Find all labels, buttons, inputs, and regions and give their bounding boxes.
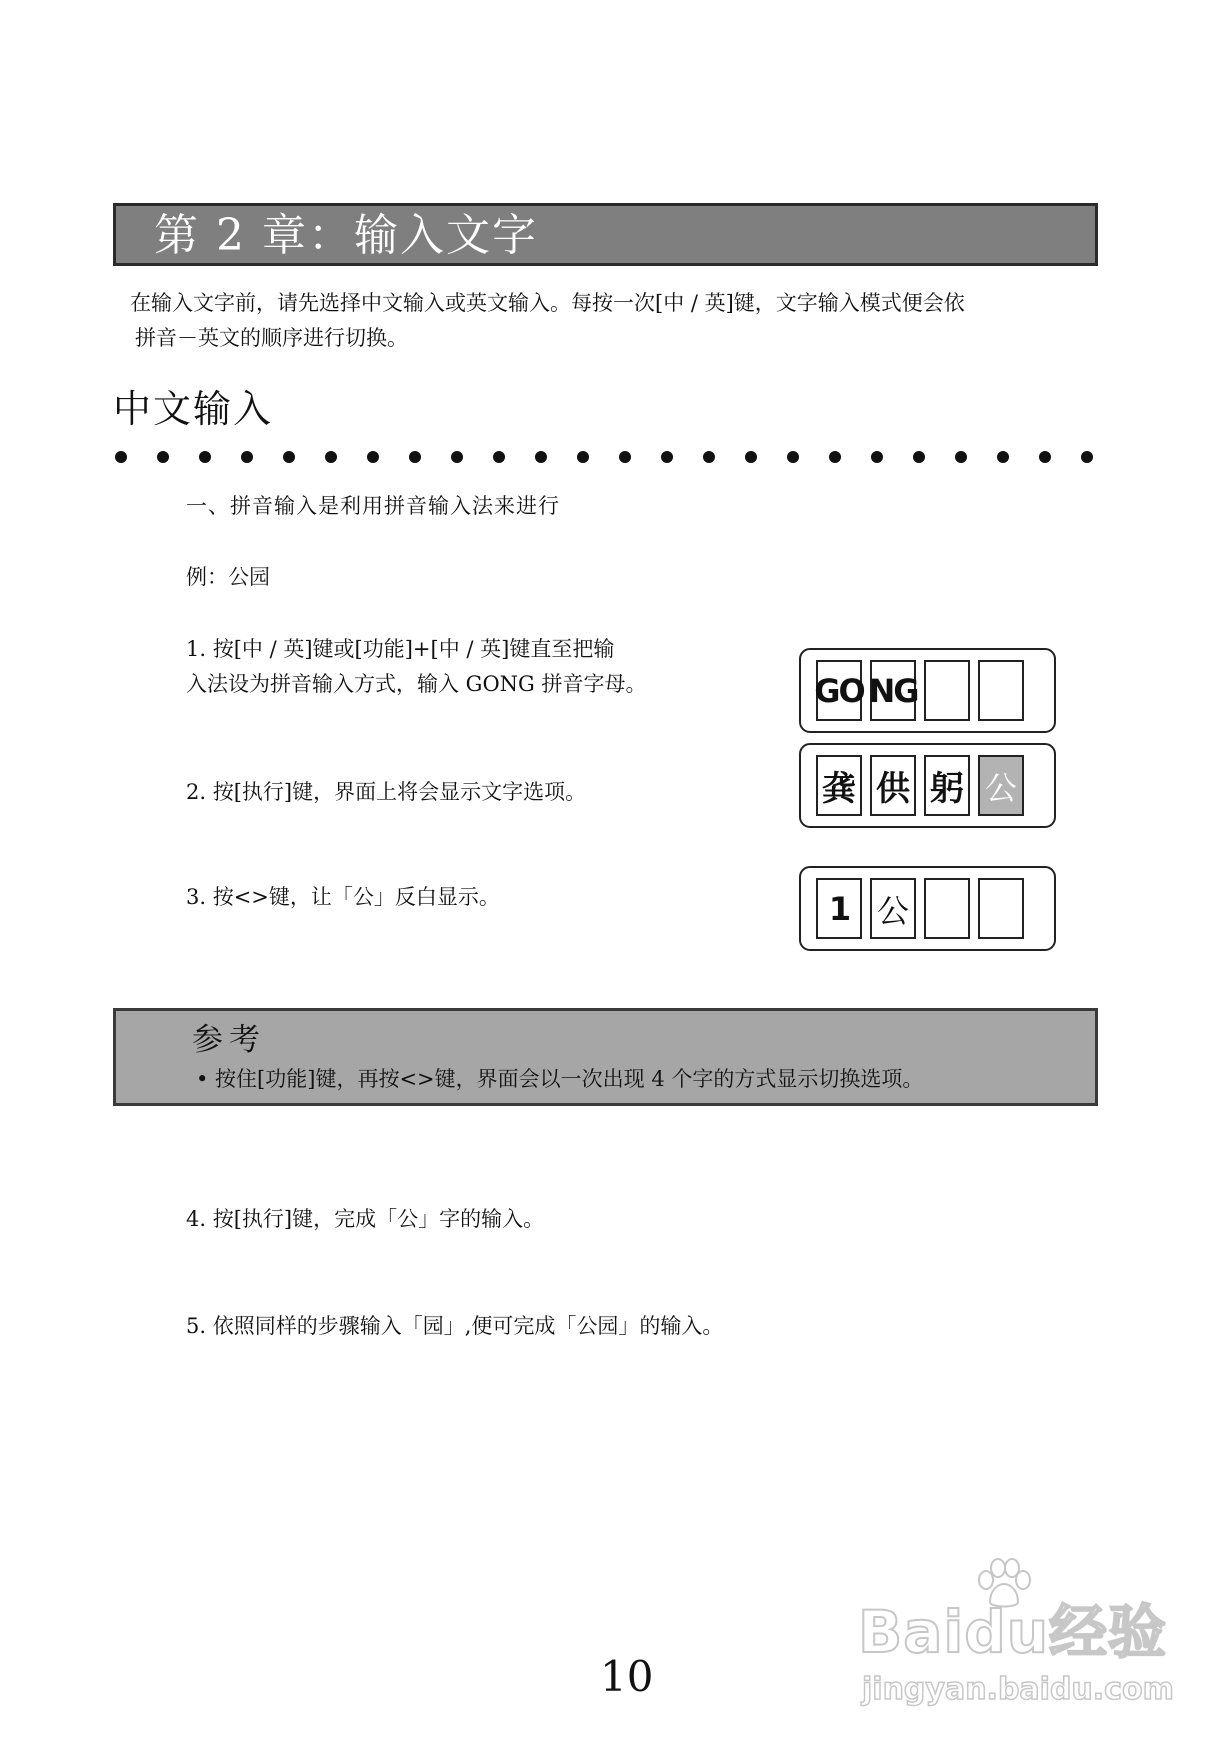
- lcd-cell: 躬: [924, 755, 970, 816]
- lcd-cell-empty: [978, 660, 1024, 721]
- lcd-cell: 1: [816, 878, 862, 939]
- lcd-cell-highlighted: 公: [978, 755, 1024, 816]
- step-5: 5. 依照同样的步骤输入「园」,便可完成「公园」的输入。: [186, 1314, 724, 1338]
- lcd-cell-empty: [924, 878, 970, 939]
- chapter-banner: [113, 203, 1098, 266]
- note-text: • 按住[功能]键，再按<>键，界面会以一次出现 4 个字的方式显示切换选项。: [196, 1067, 924, 1091]
- page-number: 10: [600, 1652, 654, 1701]
- method-text: 一、拼音输入是利用拼音输入法来进行: [186, 494, 560, 518]
- lcd-cell-empty: [978, 878, 1024, 939]
- lcd-display-3: [799, 866, 1056, 951]
- lcd-display-2: [799, 743, 1056, 828]
- note-title: 参考: [192, 1022, 266, 1058]
- intro-line-2: 拼音－英文的顺序进行切换。: [135, 326, 408, 350]
- divider-dot: [1039, 451, 1051, 463]
- lcd-cell: GO: [816, 660, 862, 721]
- divider-dot: [409, 451, 421, 463]
- divider-dot: [493, 451, 505, 463]
- divider-dot: [997, 451, 1009, 463]
- lcd-cell: NG: [870, 660, 916, 721]
- divider-dot: [619, 451, 631, 463]
- divider-dot: [1081, 451, 1093, 463]
- chapter-title: 第 2 章：输入文字: [154, 210, 538, 261]
- baidu-watermark: [858, 1558, 1174, 1728]
- step-1: [186, 632, 647, 702]
- divider-dot: [871, 451, 883, 463]
- dot-divider: [115, 450, 1093, 464]
- watermark-brand: Baidu经验: [858, 1598, 1168, 1666]
- step-1-line-2: 入法设为拼音输入方式，输入 GONG 拼音字母。: [186, 672, 647, 696]
- divider-dot: [367, 451, 379, 463]
- divider-dot: [703, 451, 715, 463]
- divider-dot: [913, 451, 925, 463]
- divider-dot: [241, 451, 253, 463]
- divider-dot: [451, 451, 463, 463]
- divider-dot: [829, 451, 841, 463]
- step-3: 3. 按<>键，让「公」反白显示。: [186, 885, 500, 909]
- divider-dot: [535, 451, 547, 463]
- step-4: 4. 按[执行]键，完成「公」字的输入。: [186, 1207, 545, 1231]
- divider-dot: [745, 451, 757, 463]
- divider-dot: [157, 451, 169, 463]
- lcd-cell: 龚: [816, 755, 862, 816]
- step-2: 2. 按[执行]键，界面上将会显示文字选项。: [186, 780, 587, 804]
- example-text: 例：公园: [186, 565, 270, 589]
- divider-dot: [955, 451, 967, 463]
- divider-dot: [283, 451, 295, 463]
- divider-dot: [661, 451, 673, 463]
- watermark-domain: jingyan.baidu.com: [862, 1672, 1174, 1707]
- lcd-cell: 供: [870, 755, 916, 816]
- intro-line-1: 在输入文字前，请先选择中文输入或英文输入。每按一次[中 / 英]键，文字输入模式便会依: [130, 291, 965, 315]
- divider-dot: [325, 451, 337, 463]
- divider-dot: [199, 451, 211, 463]
- intro-paragraph: [130, 286, 1110, 356]
- lcd-cell-empty: [924, 660, 970, 721]
- section-heading: 中文输入: [113, 387, 274, 431]
- lcd-cell: 公: [870, 878, 916, 939]
- note-box: [113, 1008, 1098, 1106]
- step-1-line-1: 1. 按[中 / 英]键或[功能]+[中 / 英]键直至把输: [186, 637, 615, 661]
- divider-dot: [115, 451, 127, 463]
- divider-dot: [577, 451, 589, 463]
- lcd-display-1: [799, 648, 1056, 733]
- divider-dot: [787, 451, 799, 463]
